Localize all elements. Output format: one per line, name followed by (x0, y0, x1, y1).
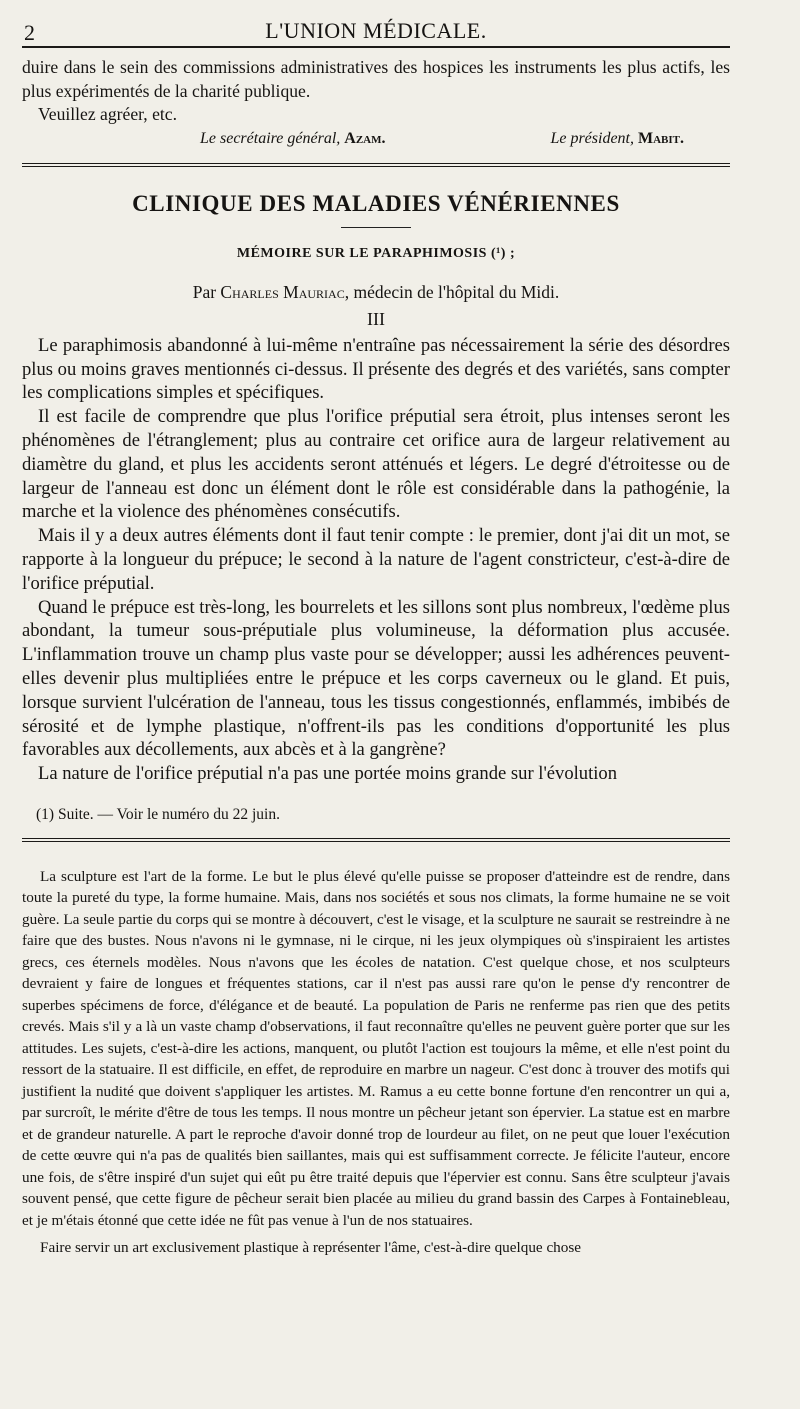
president-signature (550, 127, 684, 151)
page-number: 2 (24, 20, 35, 45)
letter-signatures (22, 127, 730, 163)
letter-ending (22, 48, 730, 163)
title-short-rule (341, 227, 411, 228)
secretary-signature (200, 127, 385, 151)
article-paragraph: La nature de l'orifice préputial n'a pas une portée moins grande sur l'évolution (38, 763, 618, 785)
chapter-number: III (367, 308, 385, 329)
article-paragraph: Quand le prépuce est très-long, les bourrelets et les sillons sont plus nombreux, l'œdème plus abondant, la tumeur sous-préputiale plus volumineuse, la déformation plus accusée. L'inflammation trouve un champ plus vaste pour se développer; aussi les adhérences peuvent-elles devenir plus multipliées entre le prépuce et les corps caverneux ou le gland. Et puis, lorsque survient l'ulcération de l'anneau, tous les tissus congestionnés, enflammés, imbibés de sérosité et de lymphe plastique, n'offrent-ils pas les conditions d'opportunité les plus favorables aux décollements, aux abcès et à la gangrène? (22, 596, 730, 761)
article-paragraph: Mais il y a deux autres éléments dont il faut tenir compte : le premier, dont j'ai dit un mot, se rapporte à la longueur du prépuce; le second à la nature de l'agent constricteur, c'est-à-dire de l'orifice préputial. (22, 525, 730, 594)
article-author (22, 282, 730, 303)
page-header (22, 0, 730, 46)
footnote: (1) Suite. — Voir le numéro du 22 juin. (36, 805, 280, 823)
president-name: Mabit. (638, 129, 684, 147)
secretary-name: Azam. (344, 129, 386, 147)
letter-salutation: Veuillez agréer, etc. (38, 104, 177, 125)
author-affiliation: médecin de l'hôpital du Midi. (353, 281, 560, 302)
secretary-title: Le secrétaire général, (200, 129, 341, 147)
feuilleton-paragraph: La sculpture est l'art de la forme. Le but le plus élevé qu'elle puisse se proposer d'atteindre est de rendre, dans toute la pureté du type, la forme humaine. Mais, dans nos sociétés et sous nos climats, la forme humaine ne se voit guère. La seule partie du corps qui se montre à découvert, c'est le visage, et la sculpture ne saurait se restreindre à ne faire que des bustes. Nous n'avons ni le gymnase, ni le cirque, ni les jeux olympiques où s'inspiraient les artistes grecs, ces éternels modèles. Nous n'avons que les écoles de natation. C'est quelque chose, et nos sculpteurs devraient y faire de longues et fréquentes stations, car il n'est pas aussi rare qu'on le pense d'y rencontrer de superbes spécimens de force, d'élégance et de beauté. La population de Paris ne renferme pas rien que des petits crevés. Mais s'il y a là un vaste champ d'observations, il faut reconnaître qu'elles ne peuvent guère porter que sur les attitudes. Les sujets, c'est-à-dire les actions, manquent, ou plutôt l'action est toujours la même, et elle n'est point du ressort de la statuaire. Il est difficile, en effet, de reproduire en marbre un nageur. C'est donc à trouver des motifs qui justifient la nudité que doivent s'appliquer les artistes. M. Ramus a eu cette bonne fortune d'en rencontrer un qui a, par surcroît, le mérite d'être de tous les temps. Il nous montre un pêcheur jetant son épervier. La statue est en marbre et de grandeur naturelle. A part le reproche d'avoir donné trop de lourdeur au filet, on ne peut que louer l'exécution de cette œuvre qui n'a pas de qualités bien saillantes, mais qui est suffisamment correcte. Je félicite l'auteur, encore une fois, de s'être inspiré d'un sujet qui eût pu être traité depuis que l'épervier est connu. Sans être sculpteur j'avais souvent pensé, que cette figure de pêcheur serait bien placée au milieu du grand bassin des Carpes à Fontainebleau, et je m'étais étonné que cette idée ne fût pas venue à l'un de nos statuaires. (22, 867, 730, 1229)
journal-title: L'UNION MÉDICALE. (265, 18, 487, 43)
article-paragraph: Il est facile de comprendre que plus l'orifice préputial sera étroit, plus intenses seront les phénomènes de l'étranglement; plus au contraire cet orifice aura de largeur relativement au diamètre du gland, et plus les accidents seront atténués et légers. Le degré d'étroitesse ou de largeur de l'anneau est donc un élément dont le rôle est considérable dans la pathogénie, la marche et la violence des phénomènes consécutifs. (22, 406, 730, 523)
memoir-title: MÉMOIRE SUR LE PARAPHIMOSIS (¹) ; (236, 245, 516, 261)
letter-closing-paragraph: duire dans le sein des commissions administratives des hospices les instruments les plus actifs, les plus expérimentés de la charité publique. (22, 57, 730, 101)
section-divider (22, 163, 730, 169)
president-title: Le président, (550, 129, 634, 147)
section-title: CLINIQUE DES MALADIES VÉNÉRIENNES (132, 190, 620, 216)
author-name: Charles Mauriac, (220, 281, 350, 302)
feuilleton-section (22, 844, 730, 1259)
article-paragraph: Le paraphimosis abandonné à lui-même n'entraîne pas nécessairement la série des désordres plus ou moins graves mentionnés ci-dessus. Il présente des degrés et des variétés, sans compter les complications simples et spécifiques. (22, 334, 730, 404)
author-prefix: Par (192, 281, 217, 302)
feuilleton-paragraph: Faire servir un art exclusivement plastique à représenter l'âme, c'est-à-dire quelque chose (40, 1239, 582, 1257)
article-body (22, 334, 730, 786)
